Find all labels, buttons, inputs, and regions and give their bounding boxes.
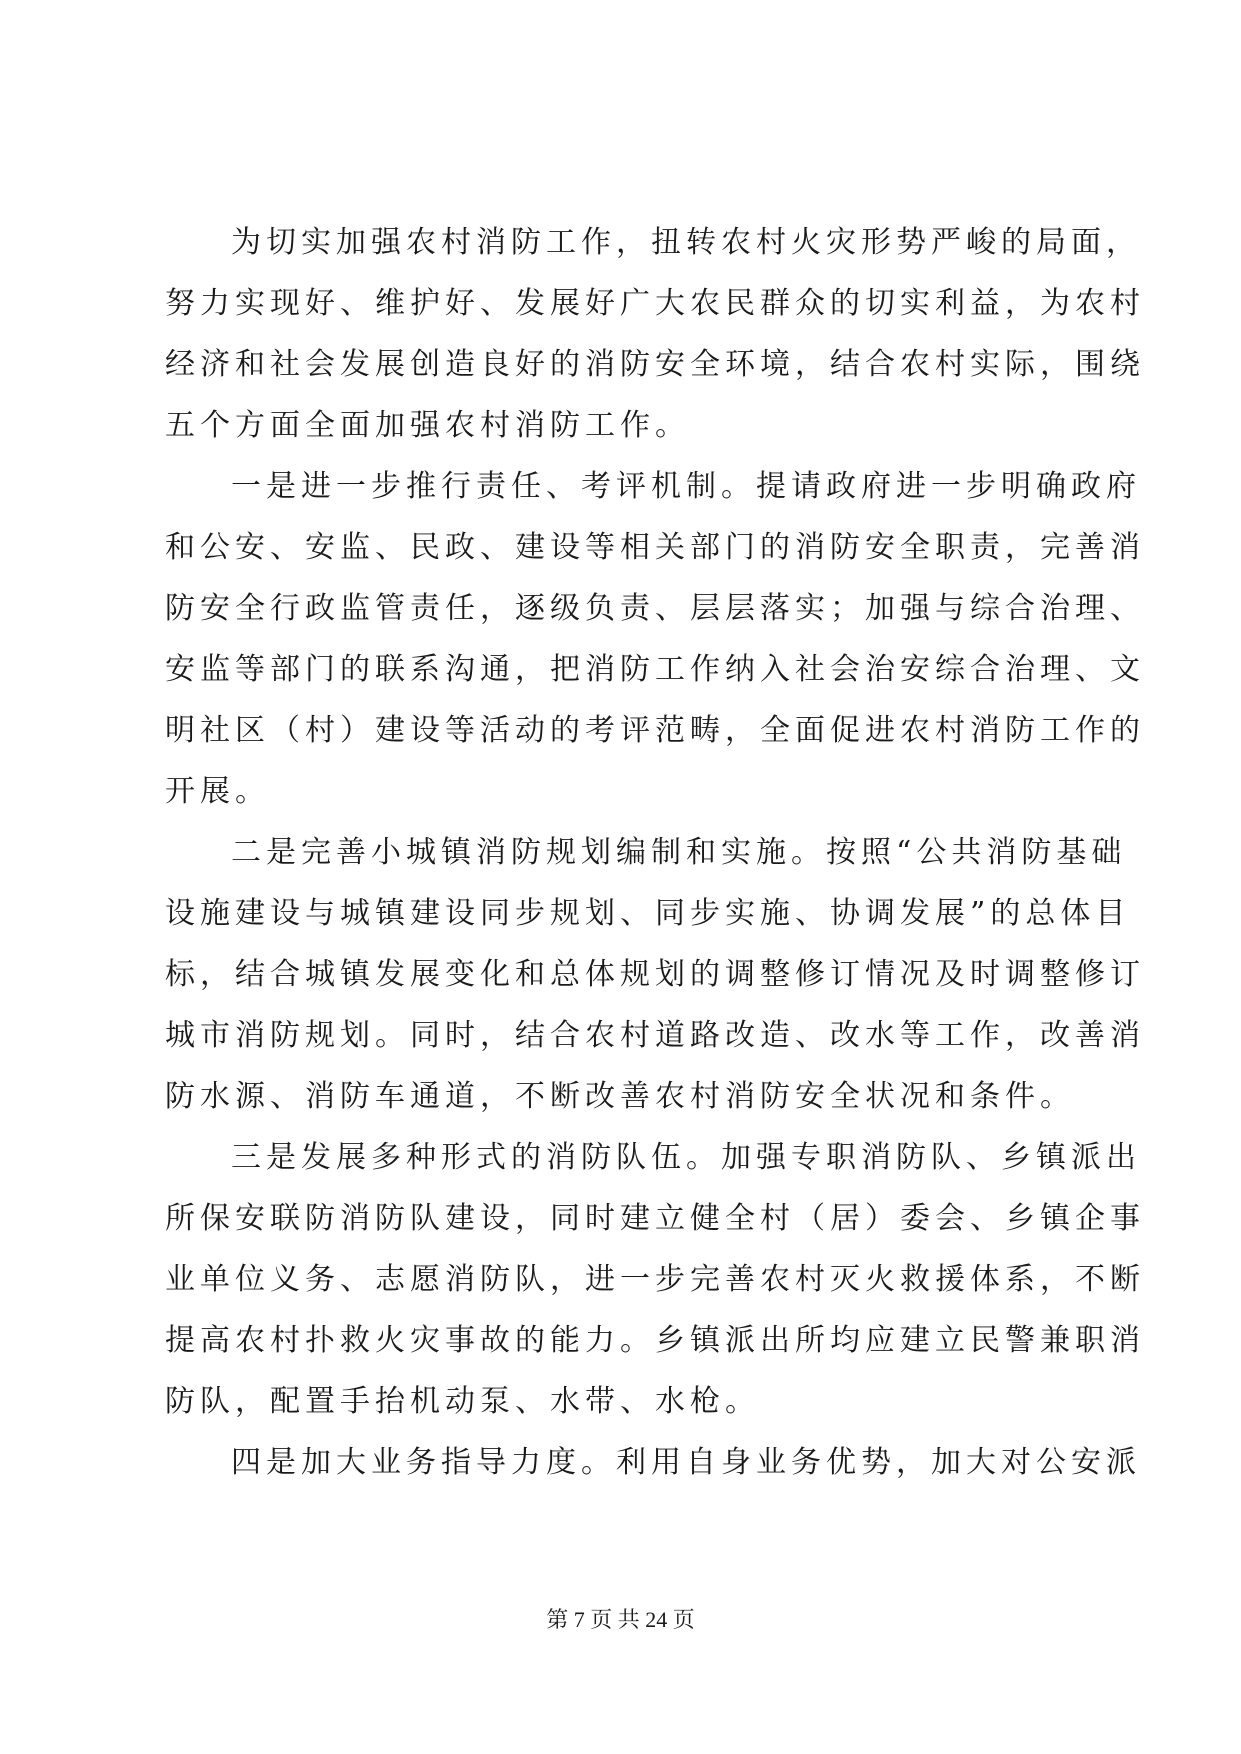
paragraph-2-line-4: 安监等部门的联系沟通，把消防工作纳入社会治安综合治理、文 xyxy=(165,652,1145,687)
paragraph-3-line-4: 城市消防规划。同时，结合农村道路改造、改水等工作，改善消 xyxy=(165,1018,1145,1053)
paragraph-2-line-1: 一是进一步推行责任、考评机制。提请政府进一步明确政府 xyxy=(231,469,1141,504)
paragraph-2-line-3: 防安全行政监管责任，逐级负责、层层落实；加强与综合治理、 xyxy=(165,591,1145,626)
paragraph-1-line-3: 经济和社会发展创造良好的消防安全环境，结合农村实际，围绕 xyxy=(165,347,1145,382)
paragraph-4-line-3: 业单位义务、志愿消防队，进一步完善农村灭火救援体系，不断 xyxy=(165,1262,1145,1297)
page-footer xyxy=(0,1607,1241,1633)
paragraph-3-line-5: 防水源、消防车通道，不断改善农村消防安全状况和条件。 xyxy=(165,1079,1075,1114)
paragraph-3-line-2: 设施建设与城镇建设同步规划、同步实施、协调发展”的总体目 xyxy=(165,896,1131,931)
paragraph-2-line-6: 开展。 xyxy=(165,774,270,809)
paragraph-1-line-4: 五个方面全面加强农村消防工作。 xyxy=(165,408,690,443)
page-number-label: 第 7 页 共 24 页 xyxy=(546,1607,695,1632)
paragraph-4-line-4: 提高农村扑救火灾事故的能力。乡镇派出所均应建立民警兼职消 xyxy=(165,1323,1145,1358)
paragraph-4-line-1: 三是发展多种形式的消防队伍。加强专职消防队、乡镇派出 xyxy=(231,1140,1141,1175)
document-body xyxy=(165,225,1145,1509)
paragraph-4-line-5: 防队，配置手抬机动泵、水带、水枪。 xyxy=(165,1384,760,1419)
paragraph-4-line-2: 所保安联防消防队建设，同时建立健全村（居）委会、乡镇企事 xyxy=(165,1201,1145,1236)
paragraph-5-line-1: 四是加大业务指导力度。利用自身业务优势，加大对公安派 xyxy=(231,1445,1141,1480)
paragraph-1-line-2: 努力实现好、维护好、发展好广大农民群众的切实利益，为农村 xyxy=(165,286,1145,321)
paragraph-2-line-5: 明社区（村）建设等活动的考评范畴，全面促进农村消防工作的 xyxy=(165,713,1145,748)
paragraph-3-line-1: 二是完善小城镇消防规划编制和实施。按照“公共消防基础 xyxy=(231,835,1127,870)
paragraph-1-line-1: 为切实加强农村消防工作，扭转农村火灾形势严峻的局面， xyxy=(231,225,1141,260)
paragraph-3-line-3: 标，结合城镇发展变化和总体规划的调整修订情况及时调整修订 xyxy=(165,957,1145,992)
paragraph-2-line-2: 和公安、安监、民政、建设等相关部门的消防安全职责，完善消 xyxy=(165,530,1145,565)
